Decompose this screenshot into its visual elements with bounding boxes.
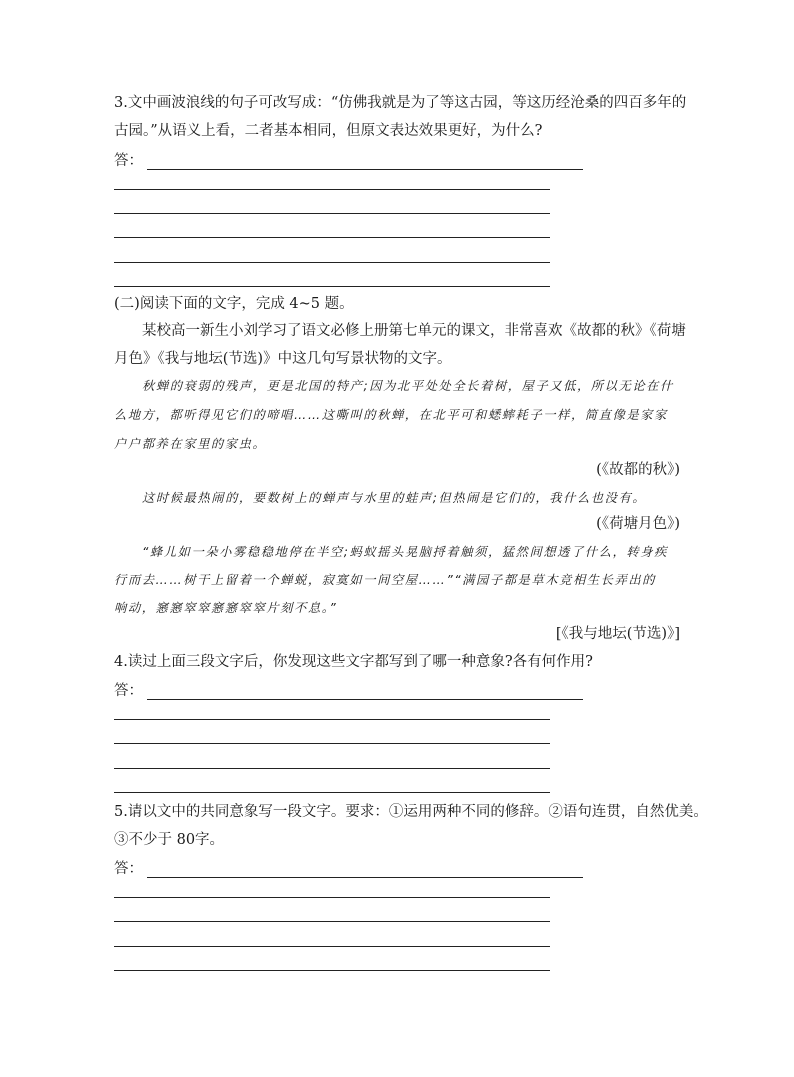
quote-2-line-1: 这时候最热闹的，要数树上的蝉声与水里的蛙声;但热闹是它们的，我什么也没有。 (142, 491, 647, 505)
answer-line[interactable] (114, 946, 550, 947)
answer-label: 答： (114, 153, 143, 169)
section-2-intro-line-1: 某校高一新生小刘学习了语文必修上册第七单元的课文，非常喜欢《故都的秋》《荷塘 (142, 323, 686, 339)
section-2-heading: (二)阅读下面的文字，完成 4~5 题。 (114, 296, 354, 312)
quote-1-source: (《故都的秋》) (596, 462, 680, 478)
question-3-answer-row[interactable] (114, 148, 583, 170)
answer-line[interactable] (114, 213, 550, 214)
quote-2-source: (《荷塘月色》) (596, 516, 680, 532)
question-4-text: 4.读过上面三段文字后，你发现这些文字都写到了哪一种意象?各有何作用? (114, 654, 593, 670)
answer-line[interactable] (114, 768, 550, 769)
answer-line[interactable] (114, 286, 550, 287)
quote-3-line-2: 行而去……树干上留着一个蝉蜕，寂寞如一间空屋……”“满园子都是草木竞相生长弄出的 (114, 573, 657, 587)
answer-line[interactable] (114, 189, 550, 190)
quote-1-line-1: 秋蝉的衰弱的残声，更是北国的特产;因为北平处处全长着树，屋子又低，所以无论在什 (142, 379, 674, 393)
answer-label: 答： (114, 861, 143, 877)
question-3-line-2: 古园。”从语义上看，二者基本相同，但原文表达效果更好，为什么? (114, 123, 543, 139)
answer-line[interactable] (147, 863, 583, 878)
answer-label: 答： (114, 683, 143, 699)
question-5-line-1: 5.请以文中的共同意象写一段文字。要求：①运用两种不同的修辞。②语句连贯，自然优美。 (114, 804, 708, 820)
question-5-answer-row[interactable] (114, 856, 583, 878)
answer-line[interactable] (114, 921, 550, 922)
answer-line[interactable] (114, 262, 550, 263)
answer-line[interactable] (114, 792, 550, 793)
question-5-line-2: ③不少于 80字。 (114, 832, 225, 848)
question-3-line-1: 3.文中画波浪线的句子可改写成：“仿佛我就是为了等这古园，等这历经沧桑的四百多年的 (114, 95, 687, 111)
quote-3-line-3: 响动，窸窸窣窣窸窸窣窣片刻不息。” (114, 601, 338, 615)
answer-line[interactable] (147, 685, 583, 700)
section-2-intro-line-2: 月色》《我与地坛(节选)》中这几句写景状物的文字。 (114, 351, 452, 367)
answer-line[interactable] (114, 970, 550, 971)
answer-line[interactable] (114, 237, 550, 238)
quote-3-source: [《我与地坛(节选)》] (555, 626, 680, 642)
answer-line[interactable] (114, 743, 550, 744)
answer-line[interactable] (114, 897, 550, 898)
quote-1-line-3: 户户都养在家里的家虫。 (114, 437, 267, 451)
quote-1-line-2: 么地方，都听得见它们的啼唱……这嘶叫的秋蝉，在北平可和蟋蟀耗子一样，简直像是家家 (114, 408, 668, 422)
answer-line[interactable] (114, 719, 550, 720)
question-4-answer-row[interactable] (114, 678, 583, 700)
quote-3-line-1: “蜂儿如一朵小雾稳稳地停在半空;蚂蚁摇头晃脑捋着触须，猛然间想透了什么，转身疾 (142, 545, 668, 559)
answer-line[interactable] (147, 155, 583, 170)
